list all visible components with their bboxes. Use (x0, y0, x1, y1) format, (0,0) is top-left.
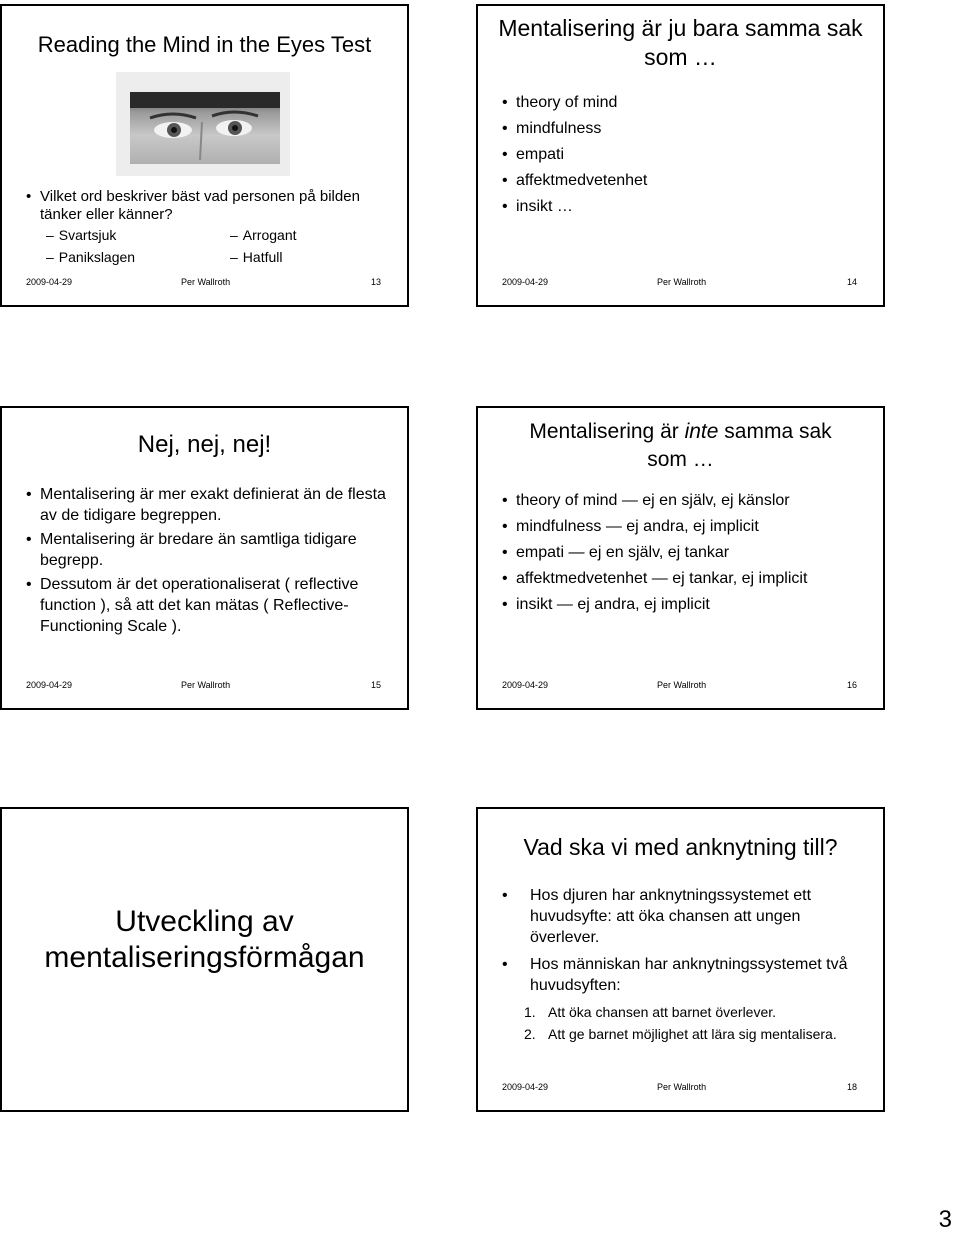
slide-17 (0, 807, 409, 1112)
bullet-item: • Mentalisering är mer exakt definierat än de flesta av de tidigare begreppen. (26, 484, 394, 526)
slide-18 (476, 807, 885, 1112)
slide-footer (478, 680, 883, 694)
bullet-item: • empati (502, 142, 872, 168)
slide-13 (0, 4, 409, 307)
bullet-item: • affektmedvetenhet — ej tankar, ej implicit (502, 566, 872, 592)
slide-title: Mentalisering är ju bara samma sak som … (498, 15, 863, 70)
bullet-item: • mindfulness — ej andra, ej implicit (502, 514, 872, 540)
footer-author: Per Wallroth (657, 680, 707, 690)
numbered-item (524, 1024, 844, 1044)
bullet-item: • Hos människan har anknytningssystemet två huvudsyften: (502, 954, 864, 996)
item-number: 1. (524, 1004, 536, 1020)
bullet-item: • mindfulness (502, 116, 872, 142)
option-panikslagen: – Panikslagen (46, 249, 135, 265)
title-emphasis: inte (684, 420, 719, 443)
title-text-before: Mentalisering är (529, 420, 685, 443)
slide-footer (2, 277, 407, 291)
slide-15 (0, 406, 409, 710)
footer-author: Per Wallroth (181, 680, 231, 690)
bullet-list (26, 188, 396, 224)
item-text: Att ge barnet möjlighet att lära sig mentalisera. (548, 1026, 837, 1042)
numbered-list (524, 1002, 844, 1044)
slide-title: Vad ska vi med anknytning till? (523, 834, 838, 860)
footer-slide-number: 14 (846, 277, 857, 287)
bullet-item: • Hos djuren har anknytningssystemet ett huvudsyfte: att öka chansen att ungen överlever. (502, 885, 864, 948)
bullet-list (502, 488, 872, 618)
footer-slide-number: 13 (370, 277, 381, 287)
bullet-item: • Mentalisering är bredare än samtliga tidigare begrepp. (26, 529, 394, 571)
slide-footer (2, 680, 407, 694)
bullet-item: • affektmedvetenhet (502, 168, 872, 194)
option-svartsjuk: – Svartsjuk (46, 227, 116, 243)
numbered-item (524, 1002, 844, 1022)
title-text-after: samma sak som … (647, 420, 832, 471)
slide-footer (478, 1082, 883, 1096)
bullet-item: • empati — ej en själv, ej tankar (502, 540, 872, 566)
slide-16 (476, 406, 885, 710)
footer-slide-number: 18 (846, 1082, 857, 1092)
bullet-item: • insikt … (502, 194, 872, 220)
bullet-item: • theory of mind — ej en själv, ej känslor (502, 488, 872, 514)
bullet-list (502, 90, 872, 220)
eyes-photo (116, 72, 290, 176)
section-title: Utveckling av mentaliseringsförmågan (44, 905, 365, 974)
option-arrogant: – Arrogant (230, 227, 297, 243)
footer-author: Per Wallroth (657, 277, 707, 287)
item-number: 2. (524, 1026, 536, 1042)
slide-14 (476, 4, 885, 307)
footer-slide-number: 16 (846, 680, 857, 690)
bullet-item: • theory of mind (502, 90, 872, 116)
bullet-list (26, 484, 394, 637)
footer-date: 2009-04-29 (502, 277, 549, 287)
footer-author: Per Wallroth (657, 1082, 707, 1092)
bullet-item: • insikt — ej andra, ej implicit (502, 592, 872, 618)
footer-date: 2009-04-29 (502, 680, 549, 690)
footer-author: Per Wallroth (181, 277, 231, 287)
option-hatfull: – Hatfull (230, 249, 282, 265)
slide-footer (478, 277, 883, 291)
item-text: Att öka chansen att barnet överlever. (548, 1004, 777, 1020)
bullet-item: • Dessutom är det operationaliserat ( reflective function ), så att det kan mätas ( Reflective-Functioning Scale ). (26, 574, 394, 637)
slide-title (508, 418, 853, 474)
slide-title: Nej, nej, nej! (137, 431, 272, 458)
page-number: 3 (938, 1206, 952, 1233)
footer-date: 2009-04-29 (26, 277, 73, 287)
footer-date: 2009-04-29 (26, 680, 73, 690)
footer-date: 2009-04-29 (502, 1082, 549, 1092)
footer-slide-number: 15 (370, 680, 381, 690)
bullet-list (502, 885, 864, 996)
slide-title: Reading the Mind in the Eyes Test (37, 32, 372, 57)
bullet-item: • Vilket ord beskriver bäst vad personen på bilden tänker eller känner? (26, 188, 396, 224)
